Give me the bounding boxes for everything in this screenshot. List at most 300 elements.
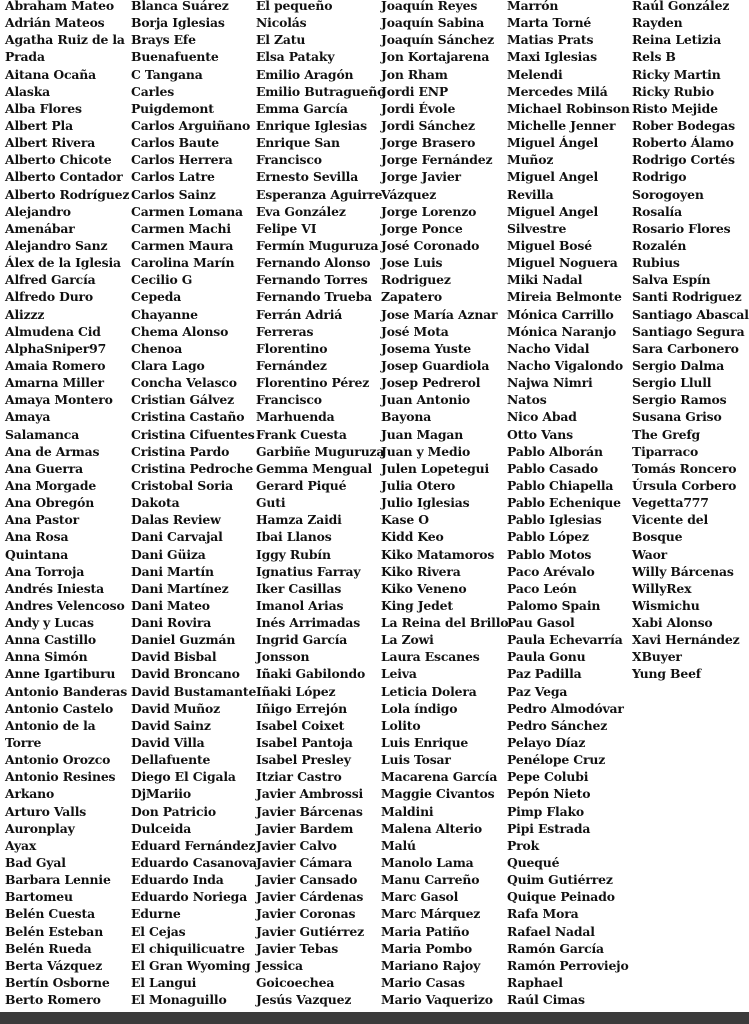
list-item: Bad Gyal	[5, 855, 66, 871]
list-item: Kiko Rivera	[381, 563, 461, 579]
list-item: Hamza Zaidi	[256, 512, 342, 528]
list-item: Elsa Pataky	[256, 49, 335, 65]
list-item: Rosario Flores	[632, 220, 731, 236]
list-item: Iñaki López	[256, 683, 336, 699]
list-item: Jon Rham	[381, 66, 448, 82]
list-item: Belén Rueda	[5, 940, 92, 956]
list-item: Dani Carvajal	[131, 529, 223, 545]
list-item: Antonio Castelo	[5, 700, 114, 716]
list-item: Anne Igartiburu	[5, 666, 116, 682]
list-item: Paz Vega	[507, 683, 568, 699]
list-item: Ferrán Adriá	[256, 306, 343, 322]
list-item: Palomo Spain	[507, 597, 601, 613]
list-item: Marc Gasol	[381, 889, 459, 905]
list-item: David Muñoz	[131, 700, 221, 716]
list-item: C Tangana	[131, 66, 203, 82]
list-item: Vázquez	[381, 186, 437, 202]
list-item: Ferreras	[256, 323, 314, 339]
list-item: Jose Luis	[381, 255, 443, 271]
list-item: El Cejas	[131, 923, 186, 939]
list-item: Mónica Carrillo	[507, 306, 614, 322]
list-item: Salamanca	[5, 426, 80, 442]
list-item: King Jedet	[381, 597, 453, 613]
list-item: Iñigo Errejón	[256, 700, 347, 716]
list-item: Fernando Torres	[256, 272, 368, 288]
list-item: Cristian Gálvez	[131, 392, 235, 408]
list-item: David Bustamante	[131, 683, 257, 699]
list-item: Najwa Nimri	[507, 375, 593, 391]
list-item: Susana Griso	[632, 409, 722, 425]
list-item: Chema Alonso	[131, 323, 229, 339]
list-item: Iñaki Gabilondo	[256, 666, 366, 682]
list-item: Rosalía	[632, 203, 682, 219]
list-item: Pablo Chiapella	[507, 477, 614, 493]
list-item: Raúl González	[632, 0, 730, 13]
list-item: Carmen Maura	[131, 237, 234, 253]
list-item: La Reina del Brillo	[381, 615, 509, 631]
list-item: Santiago Segura	[632, 323, 745, 339]
list-item: David Villa	[131, 735, 205, 751]
list-item: Salva Espín	[632, 272, 711, 288]
list-item: Javier Calvo	[256, 837, 337, 853]
list-item: Emilio Aragón	[256, 66, 354, 82]
list-item: Puigdemont	[131, 100, 214, 116]
list-item: Nicolás	[256, 15, 307, 31]
list-item: Aitana Ocaña	[5, 66, 97, 82]
list-item: Carlos Arguiñano	[131, 117, 251, 133]
list-item: Ricky Martin	[632, 66, 721, 82]
list-item: Ana de Armas	[5, 443, 100, 459]
list-item: Ignatius Farray	[256, 563, 361, 579]
list-item: Mariano Rajoy	[381, 957, 481, 973]
list-item: Paula Gonu	[507, 649, 586, 665]
list-item: El pequeño	[256, 0, 333, 13]
bottom-bar	[0, 1012, 749, 1024]
list-item: Jordi Sánchez	[381, 117, 475, 133]
list-item: Luis Tosar	[381, 752, 451, 768]
list-item: Julio Iglesias	[381, 495, 470, 511]
list-item: Paco Arévalo	[507, 563, 595, 579]
list-item: Isabel Pantoja	[256, 735, 353, 751]
list-item: Quique Peinado	[507, 889, 615, 905]
list-item: Ernesto Sevilla	[256, 169, 359, 185]
list-item: José Coronado	[381, 237, 480, 253]
list-item: Cristina Pedroche	[131, 460, 254, 476]
list-item: Juan Antonio	[381, 392, 471, 408]
name-column-5	[507, 0, 630, 1008]
list-item: Carolina Marín	[131, 255, 235, 271]
list-item: Ana Pastor	[5, 512, 79, 528]
list-item: Dulceida	[131, 820, 192, 836]
list-item: Malú	[381, 837, 416, 853]
list-item: Bayona	[381, 409, 432, 425]
list-item: Manu Carreño	[381, 872, 480, 888]
list-item: Kiko Matamoros	[381, 546, 495, 562]
list-item: Josep Guardiola	[381, 357, 490, 373]
list-item: Pepe Colubi	[507, 769, 589, 785]
list-item: Jordi Évole	[381, 100, 456, 116]
list-item: Rozalén	[632, 237, 687, 253]
list-item: Miguel Ángel	[507, 135, 599, 151]
list-item: Enrique Iglesias	[256, 117, 367, 133]
list-item: Don Patricio	[131, 803, 217, 819]
list-item: Ayax	[5, 837, 37, 853]
list-item: Guti	[256, 495, 286, 511]
list-item: Nacho Vigalondo	[507, 357, 623, 373]
list-item: Javier Cansado	[256, 872, 358, 888]
list-item: Javier Cárdenas	[256, 889, 364, 905]
list-item: Alberto Chicote	[5, 152, 112, 168]
list-item: Dani Mateo	[131, 597, 210, 613]
list-item: Rodriguez	[381, 272, 451, 288]
list-item: Iker Casillas	[256, 580, 342, 596]
list-item: Joaquín Sánchez	[381, 32, 495, 48]
list-item: Javier Bardem	[256, 820, 354, 836]
list-item: Nacho Vidal	[507, 340, 590, 356]
list-item: Eduardo Casanova	[131, 855, 257, 871]
list-item: Edurne	[131, 906, 181, 922]
list-item: The Grefg	[632, 426, 701, 442]
list-item: El Gran Wyoming	[131, 957, 251, 973]
list-item: Carlos Latre	[131, 169, 215, 185]
list-item: Goicoechea	[256, 975, 335, 991]
list-item: Adrián Mateos	[5, 15, 105, 31]
list-item: Quim Gutiérrez	[507, 872, 613, 888]
list-item: Carmen Machi	[131, 220, 231, 236]
list-item: Jonsson	[256, 649, 310, 665]
list-item: Berto Romero	[5, 992, 101, 1008]
list-item: José Mota	[381, 323, 449, 339]
name-column-3	[256, 0, 385, 1008]
list-item: Javier Gutiérrez	[256, 923, 365, 939]
list-item: Javier Coronas	[256, 906, 356, 922]
list-item: Iggy Rubín	[256, 546, 331, 562]
list-item: Imanol Arias	[256, 597, 344, 613]
list-item: Torre	[5, 735, 42, 751]
list-item: Quequé	[507, 855, 560, 871]
list-item: Kiko Veneno	[381, 580, 467, 596]
list-item: Muñoz	[507, 152, 554, 168]
list-item: Pimp Flako	[507, 803, 584, 819]
list-item: Leiva	[381, 666, 417, 682]
list-item: Otto Vans	[507, 426, 573, 442]
list-item: Itziar Castro	[256, 769, 342, 785]
list-item: Andy y Lucas	[5, 615, 94, 631]
list-item: Ibai Llanos	[256, 529, 332, 545]
list-item: Marc Márquez	[381, 906, 481, 922]
list-item: Buenafuente	[131, 49, 219, 65]
list-item: Maria Pombo	[381, 940, 472, 956]
list-item: Ingrid García	[256, 632, 348, 648]
list-item: Pau Gasol	[507, 615, 575, 631]
list-item: Inés Arrimadas	[256, 615, 361, 631]
list-item: Francisco	[256, 392, 322, 408]
list-item: Prok	[507, 837, 540, 853]
list-item: Almudena Cid	[5, 323, 101, 339]
list-item: Rober Bodegas	[632, 117, 735, 133]
list-item: Tiparraco	[632, 443, 699, 459]
list-item: Jon Kortajarena	[381, 49, 490, 65]
list-item: El Zatu	[256, 32, 306, 48]
list-item: Maria Patiño	[381, 923, 470, 939]
list-item: Amaya	[5, 409, 51, 425]
list-item: Barbara Lennie	[5, 872, 111, 888]
list-item: Matias Prats	[507, 32, 594, 48]
list-item: Luis Enrique	[381, 735, 469, 751]
list-item: Eva González	[256, 203, 346, 219]
list-item: Miguel Angel	[507, 203, 599, 219]
list-item: Pepón Nieto	[507, 786, 591, 802]
list-item: Xabi Alonso	[632, 615, 713, 631]
list-item: Natos	[507, 392, 547, 408]
list-item: Blanca Suárez	[131, 0, 229, 13]
list-item: Raúl Cimas	[507, 992, 585, 1008]
list-item: David Sainz	[131, 717, 211, 733]
list-item: Álex de la Iglesia	[5, 255, 121, 271]
list-item: Mercedes Milá	[507, 83, 608, 99]
list-item: Pipi Estrada	[507, 820, 591, 836]
list-item: Rodrigo	[632, 169, 687, 185]
list-item: Roberto Álamo	[632, 135, 734, 151]
list-item: Paco León	[507, 580, 577, 596]
list-item: Javier Cámara	[256, 855, 353, 871]
list-item: Dalas Review	[131, 512, 221, 528]
list-item: Jordi ENP	[381, 83, 449, 99]
list-item: Chenoa	[131, 340, 183, 356]
list-item: Macarena García	[381, 769, 498, 785]
list-item: Miguel Noguera	[507, 255, 618, 271]
list-item: Joaquín Reyes	[381, 0, 478, 13]
list-item: Santi Rodriguez	[632, 289, 742, 305]
list-item: Willy Bárcenas	[632, 563, 734, 579]
list-item: Raphael	[507, 975, 563, 991]
list-item: Javier Ambrossi	[256, 786, 364, 802]
list-item: Anna Simón	[5, 649, 88, 665]
list-item: Joaquín Sabina	[381, 15, 485, 31]
list-item: Antonio Resines	[5, 769, 116, 785]
list-item: Ana Rosa	[5, 529, 69, 545]
list-item: Michelle Jenner	[507, 117, 616, 133]
list-item: Pablo Alborán	[507, 443, 603, 459]
list-item: Alejandro Sanz	[5, 237, 108, 253]
list-item: Ramón Perroviejo	[507, 957, 629, 973]
list-item: Ana Morgade	[5, 477, 97, 493]
list-item: Jose María Aznar	[381, 306, 498, 322]
list-item: Javier Tebas	[256, 940, 339, 956]
list-item: Sergio Llull	[632, 375, 712, 391]
list-item: Leticia Dolera	[381, 683, 477, 699]
list-item: Chayanne	[131, 306, 198, 322]
list-item: Lola índigo	[381, 700, 458, 716]
list-item: Amenábar	[5, 220, 75, 236]
list-item: Ana Obregón	[5, 495, 95, 511]
list-item: Emma García	[256, 100, 348, 116]
list-item: Fernández	[256, 357, 327, 373]
list-item: Carlos Herrera	[131, 152, 233, 168]
list-item: Eduardo Noriega	[131, 889, 248, 905]
list-item: Alfredo Duro	[5, 289, 94, 305]
list-item: Alberto Contador	[5, 169, 123, 185]
list-item: Garbiñe Muguruza	[256, 443, 385, 459]
list-item: Eduard Fernández	[131, 837, 256, 853]
list-item: Clara Lago	[131, 357, 205, 373]
list-item: Fermín Muguruza	[256, 237, 379, 253]
list-item: AlphaSniper97	[5, 340, 107, 356]
list-item: Ramón García	[507, 940, 604, 956]
list-item: Dani Martínez	[131, 580, 229, 596]
list-item: Jorge Lorenzo	[381, 203, 477, 219]
list-item: Gerard Piqué	[256, 477, 347, 493]
list-item: Alberto Rodríguez	[5, 186, 130, 202]
list-item: Berta Vázquez	[5, 957, 103, 973]
list-item: Revilla	[507, 186, 554, 202]
list-item: Andres Velencoso	[5, 597, 125, 613]
list-item: Sara Carbonero	[632, 340, 739, 356]
list-item: Antonio de la	[5, 717, 96, 733]
list-item: Miguel Bosé	[507, 237, 592, 253]
list-item: El Langui	[131, 975, 197, 991]
list-item: Mario Vaquerizo	[381, 992, 493, 1008]
list-item: Carles	[131, 83, 175, 99]
list-item: Arturo Valls	[5, 803, 87, 819]
list-item: XBuyer	[632, 649, 682, 665]
list-item: Julia Otero	[381, 477, 456, 493]
list-item: Dani Rovira	[131, 615, 212, 631]
name-column-6	[632, 0, 749, 683]
list-item: Alejandro	[5, 203, 71, 219]
list-item: Belén Cuesta	[5, 906, 95, 922]
list-item: Maldini	[381, 803, 434, 819]
list-item: Juan y Medio	[381, 443, 471, 459]
list-item: Maxi Iglesias	[507, 49, 597, 65]
list-item: Rafael Nadal	[507, 923, 595, 939]
list-item: DjMariio	[131, 786, 191, 802]
list-item: Brays Efe	[131, 32, 196, 48]
list-item: Esperanza Aguirre	[256, 186, 383, 202]
list-item: Amaya Montero	[5, 392, 113, 408]
list-item: Miki Nadal	[507, 272, 583, 288]
list-item: Fernando Trueba	[256, 289, 372, 305]
list-item: Amarna Miller	[5, 375, 104, 391]
list-item: Nico Abad	[507, 409, 577, 425]
list-item: El Monaguillo	[131, 992, 227, 1008]
list-item: Dani Güiza	[131, 546, 206, 562]
list-item: David Bisbal	[131, 649, 217, 665]
list-item: Alfred García	[5, 272, 96, 288]
list-item: Alaska	[5, 83, 51, 99]
list-item: Auronplay	[5, 820, 75, 836]
list-item: Xavi Hernández	[632, 632, 740, 648]
list-item: Albert Rivera	[5, 135, 96, 151]
list-item: David Broncano	[131, 666, 240, 682]
list-item: Antonio Banderas	[5, 683, 128, 699]
list-item: Waor	[632, 546, 668, 562]
list-item: WillyRex	[632, 580, 692, 596]
list-item: Silvestre	[507, 220, 567, 236]
list-item: Julen Lopetegui	[381, 460, 490, 476]
list-item: Jorge Ponce	[381, 220, 463, 236]
list-item: Santiago Abascal	[632, 306, 749, 322]
list-item: Francisco	[256, 152, 322, 168]
list-item: Borja Iglesias	[131, 15, 225, 31]
list-item: Alba Flores	[5, 100, 82, 116]
list-item: Josema Yuste	[381, 340, 471, 356]
list-item: Concha Velasco	[131, 375, 237, 391]
list-item: Marhuenda	[256, 409, 335, 425]
list-item: Rels B	[632, 49, 676, 65]
list-item: Úrsula Corbero	[632, 477, 737, 493]
list-item: Andrés Iniesta	[5, 580, 105, 596]
list-item: Malena Alterio	[381, 820, 483, 836]
list-item: Jorge Javier	[381, 169, 461, 185]
list-item: Dakota	[131, 495, 180, 511]
list-item: Yung Beef	[632, 666, 701, 682]
list-item: Risto Mejide	[632, 100, 718, 116]
list-item: Agatha Ruiz de la	[5, 32, 125, 48]
name-column-1	[5, 0, 129, 1008]
list-item: Maggie Civantos	[381, 786, 495, 802]
list-item: Ana Torroja	[5, 563, 85, 579]
list-item: Laura Escanes	[381, 649, 480, 665]
list-item: Sorogoyen	[632, 186, 704, 202]
list-item: Prada	[5, 49, 45, 65]
list-item: Gemma Mengual	[256, 460, 373, 476]
list-item: Pablo Iglesias	[507, 512, 602, 528]
list-item: Wismichu	[632, 597, 700, 613]
list-item: Marrón	[507, 0, 559, 13]
list-item: Anna Castillo	[5, 632, 96, 648]
list-item: Bertín Osborne	[5, 975, 110, 991]
list-item: Quintana	[5, 546, 69, 562]
list-item: Pablo López	[507, 529, 589, 545]
list-item: Miguel Angel	[507, 169, 599, 185]
list-item: Eduardo Inda	[131, 872, 224, 888]
list-item: Emilio Butragueño	[256, 83, 386, 99]
list-item: Florentino	[256, 340, 328, 356]
list-item: Tomás Roncero	[632, 460, 737, 476]
list-item: Paula Echevarría	[507, 632, 623, 648]
list-item: Melendi	[507, 66, 563, 82]
list-item: Cristina Castaño	[131, 409, 245, 425]
list-item: Isabel Coixet	[256, 717, 345, 733]
list-item: Pablo Casado	[507, 460, 598, 476]
list-item: Pablo Motos	[507, 546, 592, 562]
list-item: Jorge Brasero	[381, 135, 476, 151]
list-item: Cristobal Soria	[131, 477, 233, 493]
list-item: Jorge Fernández	[381, 152, 493, 168]
list-item: Kase O	[381, 512, 429, 528]
list-item: Daniel Guzmán	[131, 632, 236, 648]
list-item: Bosque	[632, 529, 683, 545]
list-item: Zapatero	[381, 289, 442, 305]
list-item: Frank Cuesta	[256, 426, 347, 442]
list-item: Bartomeu	[5, 889, 73, 905]
list-item: Vicente del	[632, 512, 709, 528]
list-item: Pedro Almodóvar	[507, 700, 624, 716]
list-item: Carmen Lomana	[131, 203, 243, 219]
list-item: Manolo Lama	[381, 855, 474, 871]
name-column-2	[131, 0, 257, 1008]
list-item: Pedro Sánchez	[507, 717, 608, 733]
list-item: Cepeda	[131, 289, 182, 305]
list-item: Alizzz	[5, 306, 45, 322]
list-item: Ana Guerra	[5, 460, 84, 476]
list-item: Enrique San	[256, 135, 340, 151]
list-item: El chiquilicuatre	[131, 940, 245, 956]
list-item: Fernando Alonso	[256, 255, 371, 271]
list-item: Rafa Mora	[507, 906, 579, 922]
list-item: Rayden	[632, 15, 683, 31]
